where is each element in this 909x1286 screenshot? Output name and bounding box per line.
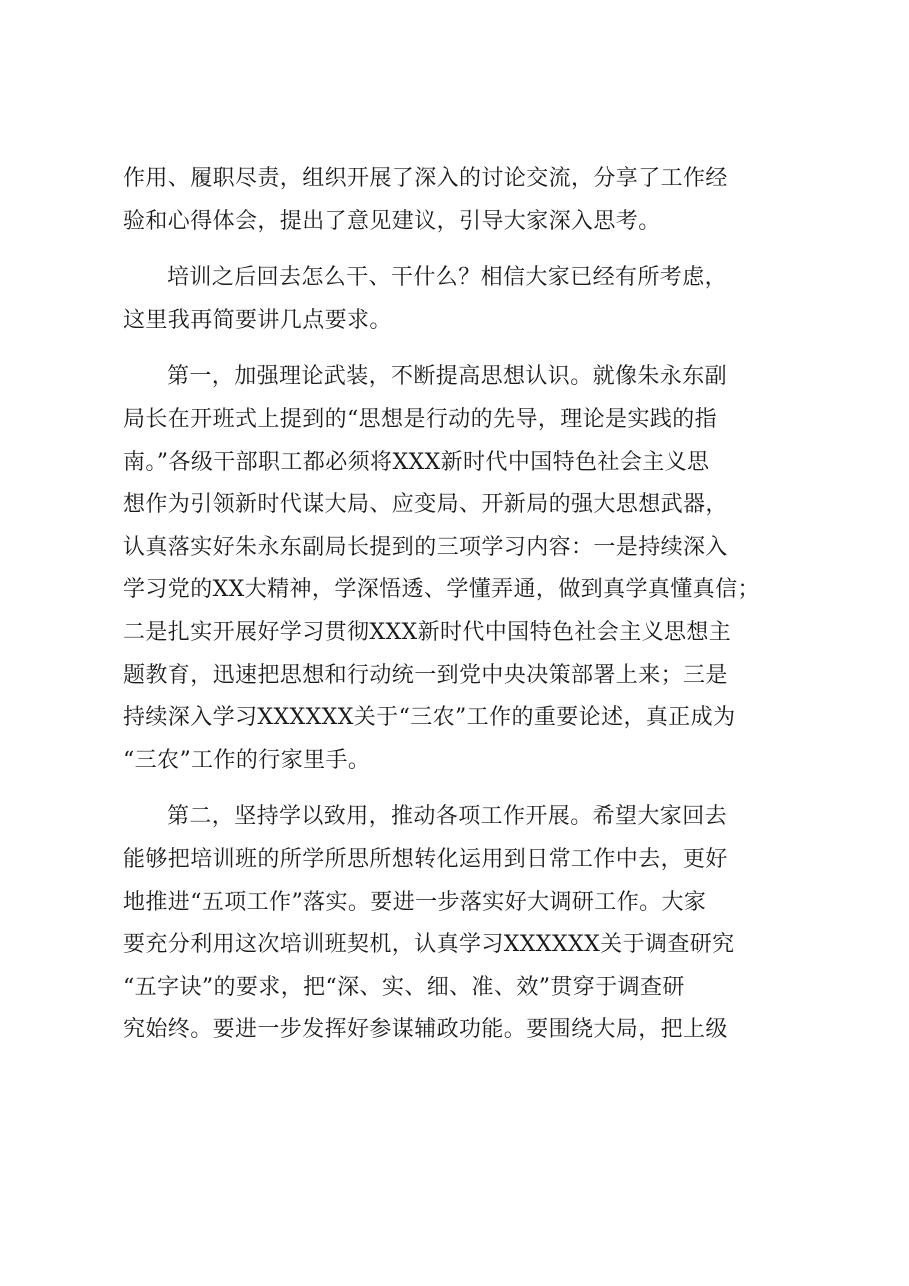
text-line: 持续深入学习XXXXXX关于“三农”工作的重要论述，真正成为 [123, 705, 736, 731]
text-line: 认真落实好朱永东副局长提到的三项学习内容：一是持续深入 [123, 534, 728, 560]
text-line: “三农”工作的行家里手。 [123, 747, 371, 773]
paragraph-4 [123, 796, 800, 1052]
paragraph-gap [123, 342, 800, 356]
paragraph-2 [123, 257, 800, 342]
paragraph-3 [123, 356, 800, 782]
text-line: 作用、履职尽责，组织开展了深入的讨论交流，分享了工作经 [123, 166, 728, 191]
document-body [123, 158, 800, 1052]
text-line: 二是扎实开展好学习贯彻XXX新时代中国特色社会主义思想主 [123, 619, 732, 645]
text-line: 题教育，迅速把思想和行动统一到党中央决策部署上来；三是 [123, 662, 728, 688]
text-line: 验和心得体会，提出了意见建议，引导大家深入思考。 [123, 208, 661, 234]
text-line: 培训之后回去怎么干、干什么？相信大家已经有所考虑， [167, 265, 728, 291]
text-line: 究始终。要进一步发挥好参谋辅政功能。要围绕大局，把上级 [123, 1017, 728, 1043]
text-line: 想作为引领新时代谋大局、应变局、开新局的强大思想武器， [123, 492, 728, 518]
text-line: 地推进“五项工作”落实。要进一步落实好大调研工作。大家 [123, 889, 707, 915]
text-line: 第二，坚持学以致用，推动各项工作开展。希望大家回去 [167, 804, 728, 830]
paragraph-1 [123, 158, 800, 243]
text-line: 南。”各级干部职工都必须将XXX新时代中国特色社会主义思 [123, 449, 710, 475]
text-line: 能够把培训班的所学所思所想转化运用到日常工作中去，更好 [123, 846, 728, 872]
paragraph-gap [123, 243, 800, 257]
text-line: 学习党的XX大精神，学深悟透、学懂弄通，做到真学真懂真信； [123, 577, 760, 603]
text-line: 这里我再简要讲几点要求。 [123, 307, 392, 333]
text-line: “五字诀”的要求，把“深、实、细、准、效”贯穿于调查研 [123, 974, 685, 1000]
text-line: 第一，加强理论武装，不断提高思想认识。就像朱永东副 [167, 364, 728, 390]
text-line: 局长在开班式上提到的“思想是行动的先导，理论是实践的指 [123, 406, 718, 432]
paragraph-gap [123, 782, 800, 796]
text-line: 要充分利用这次培训班契机，认真学习XXXXXX关于调查研究 [123, 932, 735, 958]
